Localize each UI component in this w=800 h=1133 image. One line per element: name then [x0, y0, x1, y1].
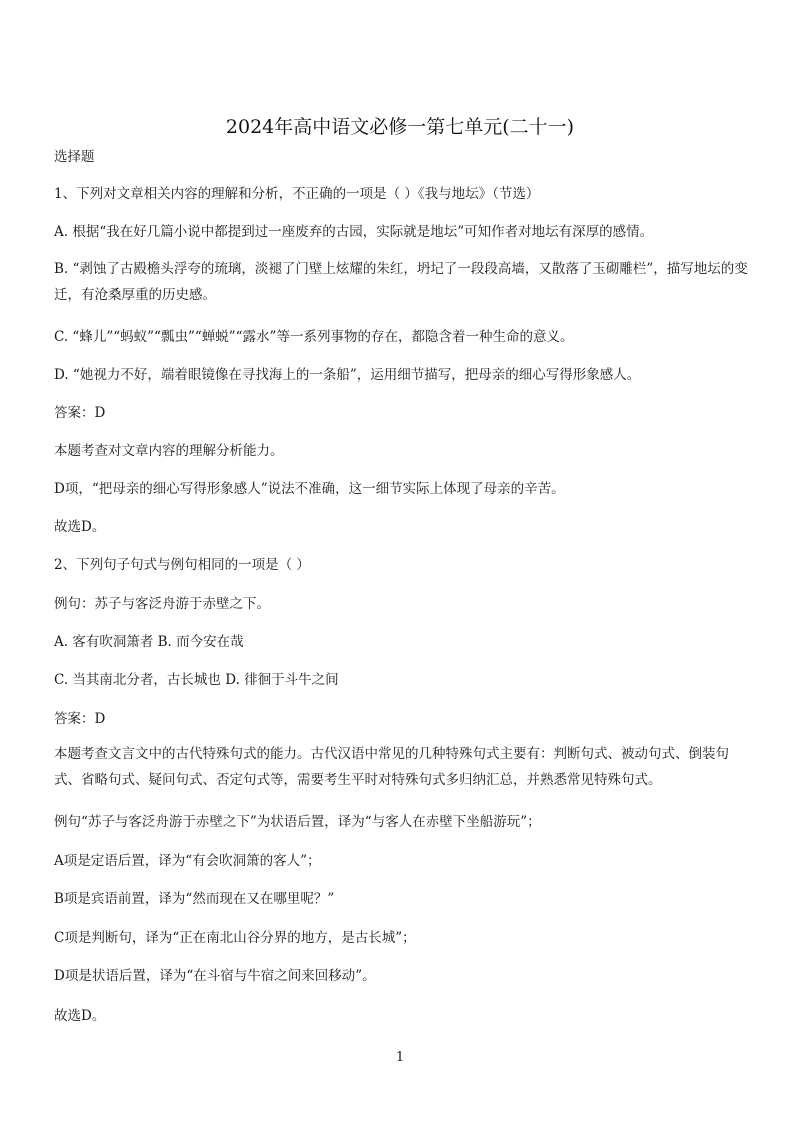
question-1-explanation: 本题考查对文章内容的理解分析能力。 [54, 443, 284, 459]
question-1-explanation-d: D项，“把母亲的细心写得形象感人”说法不准确，这一细节实际上体现了母亲的辛苦。 [54, 481, 565, 497]
document-title: 2024年高中语文必修一第七单元(二十一) [225, 116, 575, 138]
question-2-options-cd: C. 当其南北分者，古长城也 D. 徘徊于斗牛之间 [54, 672, 339, 688]
page-number: 1 [395, 1050, 405, 1065]
question-1-conclusion: 故选D。 [54, 519, 106, 535]
question-2-conclusion: 故选D。 [54, 1008, 106, 1024]
question-2-answer: 答案：D [54, 711, 106, 727]
question-2-explanation: 本题考查文言文中的古代特殊句式的能力。古代汉语中常见的几种特殊句式主要有：判断句式、被动句式、倒装句式、省略句式、疑问句式、否定句式等，需要考生平时对特殊句式多归纳汇总，并熟悉常见特殊句式。 [54, 746, 729, 788]
question-1-stem: 1、下列对文章相关内容的理解和分析，不正确的一项是（ ）《我与地坛》（节选） [54, 186, 540, 202]
question-1-option-d: D. “她视力不好，端着眼镜像在寻找海上的一条船”，运用细节描写，把母亲的细心写得形象感人。 [54, 367, 641, 383]
question-2-stem: 2、下列句子句式与例句相同的一项是（ ） [54, 557, 310, 573]
question-2-options-ab: A. 客有吹洞箫者 B. 而今安在哉 [54, 634, 244, 650]
question-2-example-explanation: 例句“苏子与客泛舟游于赤壁之下”为状语后置，译为“与客人在赤壁下坐船游玩”； [54, 814, 541, 830]
section-heading: 选择题 [54, 149, 95, 165]
question-2-explanation-a: A项是定语后置，译为“有会吹洞箫的客人”； [54, 853, 321, 869]
question-1-option-b: B. “剥蚀了古殿檐头浮夸的琉璃，淡褪了门壁上炫耀的朱红，坍圮了一段段高墙，又散落了玉砌雕栏”，描写地坛的变迁，有沧桑厚重的历史感。 [54, 261, 748, 303]
question-2-example: 例句：苏子与客泛舟游于赤壁之下。 [54, 596, 270, 612]
question-2-explanation-b: B项是宾语前置，译为“然而现在又在哪里呢？” [54, 891, 335, 907]
question-2-explanation-c: C项是判断句，译为“正在南北山谷分界的地方，是古长城”； [54, 930, 416, 946]
question-1-option-c: C. “蜂儿”“蚂蚁”“瓢虫”“蝉蜕”“露水”等一系列事物的存在，都隐含着一种生命的意义。 [54, 329, 574, 345]
question-1-answer: 答案：D [54, 405, 106, 421]
question-2-explanation-d: D项是状语后置，译为“在斗宿与牛宿之间来回移动”。 [54, 968, 376, 984]
question-1-option-a: A. 根据“我在好几篇小说中都提到过一座废弃的古园，实际就是地坛”可知作者对地坛有深厚的感情。 [54, 224, 654, 240]
